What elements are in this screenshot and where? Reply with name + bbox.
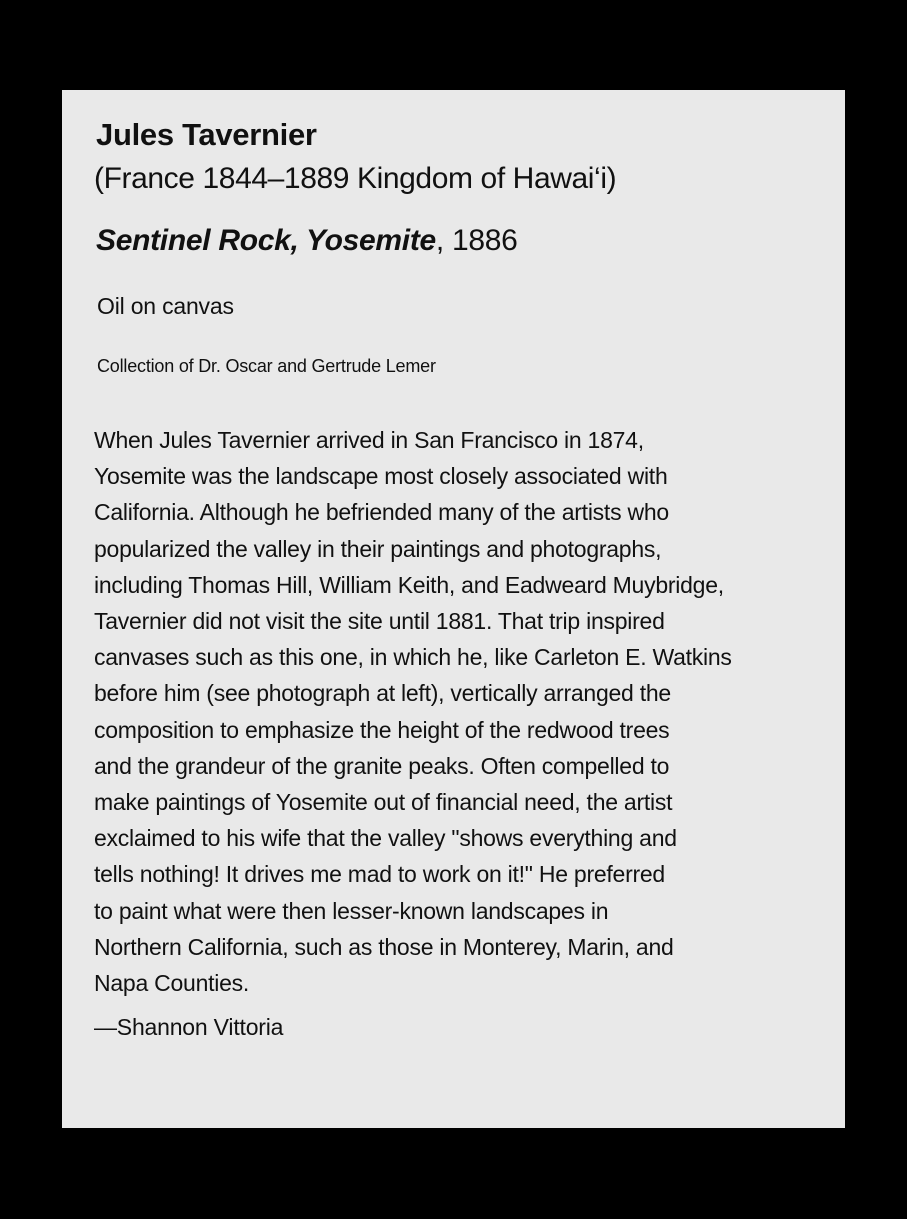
description-line: tells nothing! It drives me mad to work on it!" He preferred	[94, 861, 665, 888]
description-line: to paint what were then lesser-known landscapes in	[94, 897, 609, 924]
description-line: Tavernier did not visit the site until 1881. That trip inspired	[94, 608, 665, 635]
description-line: popularized the valley in their paintings and photographs,	[94, 535, 662, 562]
label-description	[94, 422, 814, 1001]
description-line: including Thomas Hill, William Keith, and Eadweard Muybridge,	[94, 571, 724, 598]
description-line: exclaimed to his wife that the valley "shows everything and	[94, 825, 677, 852]
museum-wall-label	[62, 90, 845, 1128]
artwork-title: Sentinel Rock, Yosemite	[96, 224, 436, 257]
description-line: Napa Counties.	[94, 970, 250, 997]
description-line: make paintings of Yosemite out of financial need, the artist	[94, 789, 673, 816]
label-author: —Shannon Vittoria	[94, 1014, 284, 1040]
description-line: Northern California, such as those in Monterey, Marin, and	[94, 933, 674, 960]
description-line: canvases such as this one, in which he, like Carleton E. Watkins	[94, 644, 732, 671]
artwork-medium: Oil on canvas	[97, 293, 234, 319]
description-line: Yosemite was the landscape most closely associated with	[94, 463, 668, 490]
description-line: California. Although he befriended many of the artists who	[94, 499, 669, 526]
artwork-title-line	[96, 224, 518, 258]
artist-name: Jules Tavernier	[96, 117, 317, 152]
description-line: and the grandeur of the granite peaks. Often compelled to	[94, 752, 670, 779]
credit-line: Collection of Dr. Oscar and Gertrude Lemer	[97, 356, 436, 376]
artwork-date: , 1886	[435, 224, 518, 257]
artist-nationality-dates: (France 1844–1889 Kingdom of Hawai‘i)	[94, 162, 617, 195]
description-line: composition to emphasize the height of the redwood trees	[94, 716, 670, 743]
description-line: When Jules Tavernier arrived in San Francisco in 1874,	[94, 427, 644, 453]
description-line: before him (see photograph at left), vertically arranged the	[94, 680, 671, 707]
